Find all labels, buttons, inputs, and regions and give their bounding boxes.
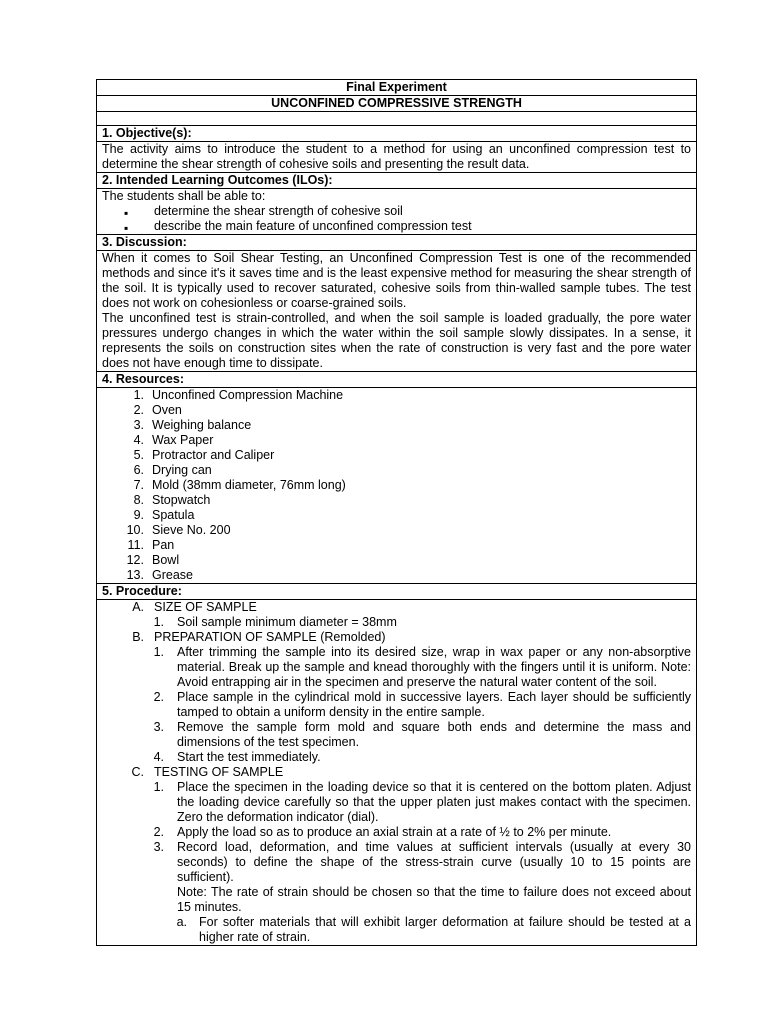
procedure-section-c: C. TESTING OF SAMPLE bbox=[131, 765, 284, 779]
resource-item: 10. Sieve No. 200 bbox=[126, 523, 231, 537]
ilos-heading: 2. Intended Learning Outcomes (ILOs): bbox=[97, 173, 696, 189]
resources-list bbox=[97, 388, 696, 584]
resource-item: 1. Unconfined Compression Machine bbox=[133, 388, 344, 402]
discussion-paragraph-1: When it comes to Soil Shear Testing, an Unconfined Compression Test is one of the recommended methods and since it's it saves time and is the least expensive method for measuring the shear strength of the soil. It is typically used to recover saturated, cohesive soils from thin-walled sample tubes. The test does not work on cohesionless or coarse-grained soils. bbox=[102, 251, 691, 310]
procedure-step: 2. Apply the load so as to produce an axial strain at a rate of ½ to 2% per minute. bbox=[153, 825, 612, 839]
resource-item: 2. Oven bbox=[133, 403, 182, 417]
objectives-text: The activity aims to introduce the student to a method for using an unconfined compression test to determine the shear strength of cohesive soils and presenting the result data. bbox=[97, 142, 696, 173]
procedure-section-b: B. PREPARATION OF SAMPLE (Remolded) bbox=[132, 630, 386, 644]
ilos-body bbox=[97, 189, 696, 235]
ilo-item: ▪ describe the main feature of unconfined compression test bbox=[124, 219, 472, 235]
discussion-body bbox=[97, 251, 696, 372]
procedure-step: 1. Place the specimen in the loading device so that it is centered on the bottom platen. Adjust the loading device carefully so that the upper platen just makes contact with the specimen. Zero the deformation indicator (dial). bbox=[153, 780, 691, 824]
document-title: Final Experiment bbox=[97, 80, 696, 96]
resource-item: 3. Weighing balance bbox=[133, 418, 252, 432]
ilo-item: ▪ determine the shear strength of cohesive soil bbox=[124, 204, 403, 220]
discussion-heading: 3. Discussion: bbox=[97, 235, 696, 251]
objectives-heading: 1. Objective(s): bbox=[97, 126, 696, 142]
resource-item: 7. Mold (38mm diameter, 76mm long) bbox=[133, 478, 346, 492]
resource-item: 5. Protractor and Caliper bbox=[133, 448, 275, 462]
resource-item: 12. Bowl bbox=[126, 553, 180, 567]
bullet-icon: ▪ bbox=[124, 221, 129, 235]
experiment-name: UNCONFINED COMPRESSIVE STRENGTH bbox=[97, 96, 696, 112]
procedure-body bbox=[97, 600, 696, 945]
procedure-step: 2. Place sample in the cylindrical mold in successive layers. Each layer should be sufficiently tamped to obtain a uniform density in the entire sample. bbox=[153, 690, 691, 719]
resource-item: 6. Drying can bbox=[133, 463, 212, 477]
procedure-step: 3. Record load, deformation, and time values at sufficient intervals (usually at every 30 seconds) to define the shape of the stress-strain curve (usually 10 to 15 points are sufficient). bbox=[153, 840, 691, 884]
procedure-step: 3. Remove the sample form mold and square both ends and determine the mass and dimensions of the test specimen. bbox=[153, 720, 691, 749]
procedure-step: 4. Start the test immediately. bbox=[153, 750, 321, 764]
experiment-document bbox=[96, 79, 697, 946]
bullet-icon: ▪ bbox=[124, 206, 129, 220]
resource-item: 8. Stopwatch bbox=[133, 493, 211, 507]
resource-item: 13. Grease bbox=[126, 568, 193, 582]
resource-item: 11. Pan bbox=[127, 538, 175, 552]
discussion-paragraph-2: The unconfined test is strain-controlled, and when the soil sample is loaded gradually, the pore water pressures undergo changes in which the water within the soil sample slowly dissipates. In a sense, it represents the soils on construction sites when the rate of construction is very fast and the pore water does not have enough time to dissipate. bbox=[102, 311, 691, 370]
procedure-heading: 5. Procedure: bbox=[97, 584, 696, 600]
procedure-note: Note: The rate of strain should be chosen so that the time to failure does not exceed about 15 minutes. bbox=[177, 885, 691, 914]
procedure-step: 1. Soil sample minimum diameter = 38mm bbox=[153, 615, 397, 629]
resource-item: 4. Wax Paper bbox=[133, 433, 214, 447]
resource-item: 9. Spatula bbox=[133, 508, 195, 522]
blank-row bbox=[97, 112, 696, 126]
procedure-step: 1. After trimming the sample into its desired size, wrap in wax paper or any non-absorptive material. Break up the sample and knead thoroughly with the fingers until it is uniform. Note: Avoid entrapping air in the specimen and preserve the natural water content of the soil. bbox=[153, 645, 691, 689]
procedure-substep: a. For softer materials that will exhibit larger deformation at failure should be tested at a higher rate of strain. bbox=[176, 915, 691, 944]
resources-heading: 4. Resources: bbox=[97, 372, 696, 388]
ilos-intro: The students shall be able to: bbox=[102, 189, 266, 203]
procedure-section-a: A. SIZE OF SAMPLE bbox=[132, 600, 257, 614]
